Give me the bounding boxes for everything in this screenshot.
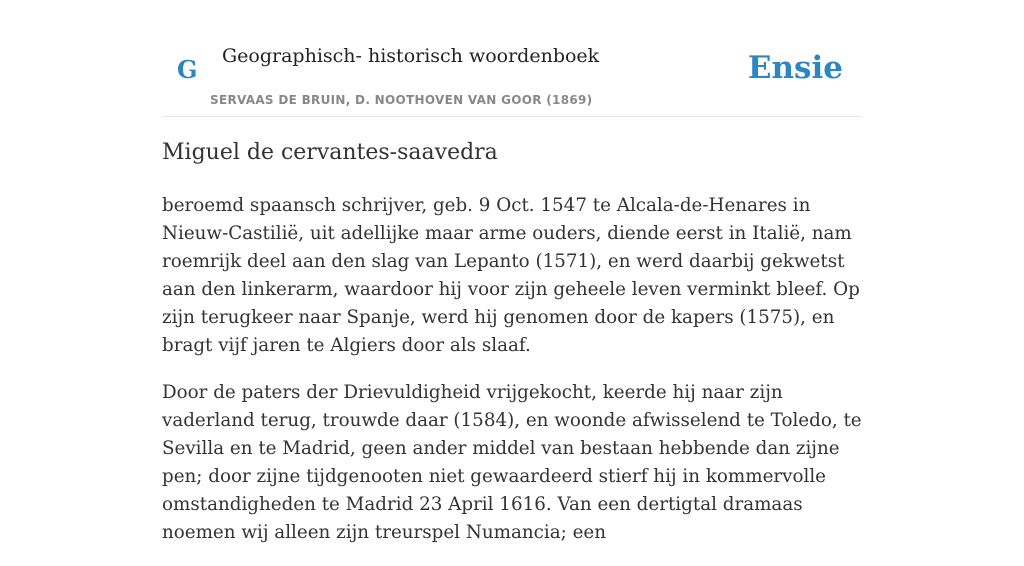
header bbox=[162, 0, 862, 117]
entry-content bbox=[162, 192, 864, 566]
brand-logo[interactable]: Ensie bbox=[747, 50, 843, 86]
book-title[interactable]: Geographisch- historisch woordenboek bbox=[222, 45, 600, 67]
book-authors: SERVAAS DE BRUIN, D. NOOTHOVEN VAN GOOR (1869) bbox=[210, 93, 593, 107]
source-logo-icon[interactable]: G bbox=[177, 55, 198, 84]
entry-paragraph: beroemd spaansch schrijver, geb. 9 Oct. 1547 te Alcala-de-Henares in Nieuw-Castilië, uit adellijke maar arme ouders, diende eerst in Italië, nam roemrijk deel aan den slag van Lepanto (1571), en werd daarbij gekwetst aan den linkerarm, waardoor hij voor zijn geheele leven verminkt bleef. Op zijn terugkeer naar Spanje, werd hij genomen door de kapers (1575), en bragt vijf jaren te Algiers door als slaaf. bbox=[162, 195, 860, 356]
entry-paragraph: Door de paters der Drievuldigheid vrijgekocht, keerde hij naar zijn vaderland terug, trouwde daar (1584), en woonde afwisselend te Toledo, te Sevilla en te Madrid, geen ander middel van bestaan hebbende dan zijne pen; door zijne tijdgenooten niet gewaardeerd stierf hij in kommervolle omstandigheden te Madrid 23 April 1616. Van een dertigtal dramaas noemen wij alleen zijn treurspel Numancia; een bbox=[162, 382, 862, 543]
entry-title: Miguel de cervantes-saavedra bbox=[162, 140, 498, 165]
